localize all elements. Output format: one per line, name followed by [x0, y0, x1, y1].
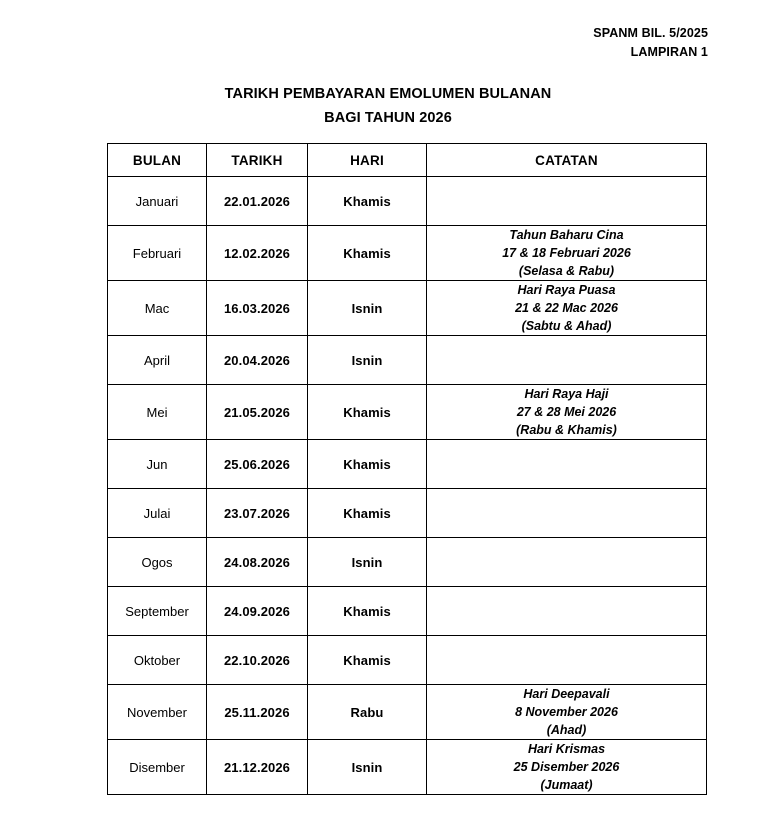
note-line: 17 & 18 Februari 2026: [502, 246, 631, 260]
cell-month: Oktober: [108, 636, 207, 685]
note-line: Hari Raya Puasa: [517, 283, 616, 297]
table-body: [108, 177, 707, 795]
cell-day: Khamis: [308, 226, 427, 281]
cell-note: [427, 587, 707, 636]
cell-note: [427, 281, 707, 336]
cell-month: Mei: [108, 385, 207, 440]
note-line: Hari Krismas: [527, 742, 606, 756]
cell-day: Khamis: [308, 440, 427, 489]
cell-date: 23.07.2026: [207, 489, 308, 538]
page-title: [0, 82, 776, 130]
cell-note: [427, 385, 707, 440]
table-row: [108, 538, 707, 587]
cell-month: Januari: [108, 177, 207, 226]
cell-note: [427, 336, 707, 385]
note-line: 27 & 28 Mei 2026: [516, 405, 617, 419]
page-title-line-2: BAGI TAHUN 2026: [324, 110, 452, 126]
cell-month: April: [108, 336, 207, 385]
column-header-month: BULAN: [108, 144, 207, 177]
column-header-date: TARIKH: [207, 144, 308, 177]
table-row: [108, 336, 707, 385]
cell-month: Julai: [108, 489, 207, 538]
cell-note: [427, 177, 707, 226]
note-line: (Sabtu & Ahad): [521, 319, 612, 333]
cell-date: 24.09.2026: [207, 587, 308, 636]
cell-day: Isnin: [308, 538, 427, 587]
note-line: 21 & 22 Mac 2026: [515, 301, 618, 315]
cell-day: Isnin: [308, 281, 427, 336]
table-row: [108, 281, 707, 336]
table-row: [108, 226, 707, 281]
cell-month: Jun: [108, 440, 207, 489]
document-reference-line-1: SPANM BIL. 5/2025: [593, 26, 708, 40]
cell-day: Rabu: [308, 685, 427, 740]
table-header-row: [108, 144, 707, 177]
note-line: 25 Disember 2026: [513, 760, 620, 774]
column-header-note: CATATAN: [427, 144, 707, 177]
cell-note: [427, 685, 707, 740]
payment-schedule-table: [107, 143, 707, 795]
cell-note: [427, 636, 707, 685]
cell-day: Isnin: [308, 336, 427, 385]
note-line: (Selasa & Rabu): [518, 264, 615, 278]
cell-month: Ogos: [108, 538, 207, 587]
cell-note: [427, 538, 707, 587]
note-line: (Jumaat): [540, 778, 593, 792]
note-line: Hari Deepavali: [523, 687, 610, 701]
cell-date: 21.12.2026: [207, 740, 308, 795]
cell-date: 25.06.2026: [207, 440, 308, 489]
cell-day: Khamis: [308, 385, 427, 440]
document-reference-line-2: LAMPIRAN 1: [630, 45, 708, 59]
cell-month: September: [108, 587, 207, 636]
cell-date: 20.04.2026: [207, 336, 308, 385]
cell-month: Februari: [108, 226, 207, 281]
table-row: [108, 440, 707, 489]
cell-note: [427, 489, 707, 538]
cell-date: 22.10.2026: [207, 636, 308, 685]
table-row: [108, 636, 707, 685]
table-row: [108, 385, 707, 440]
cell-date: 22.01.2026: [207, 177, 308, 226]
note-line: (Rabu & Khamis): [516, 423, 617, 437]
note-line: Hari Raya Haji: [524, 387, 609, 401]
table-row: [108, 489, 707, 538]
cell-month: Disember: [108, 740, 207, 795]
cell-day: Khamis: [308, 636, 427, 685]
page-title-line-1: TARIKH PEMBAYARAN EMOLUMEN BULANAN: [224, 86, 552, 102]
cell-day: Khamis: [308, 177, 427, 226]
cell-note: [427, 440, 707, 489]
cell-date: 21.05.2026: [207, 385, 308, 440]
note-line: Tahun Baharu Cina: [509, 228, 624, 242]
document-reference-block: [593, 24, 708, 62]
table-row: [108, 177, 707, 226]
cell-day: Khamis: [308, 587, 427, 636]
note-line: (Ahad): [546, 723, 587, 737]
cell-date: 24.08.2026: [207, 538, 308, 587]
table-row: [108, 587, 707, 636]
column-header-day: HARI: [308, 144, 427, 177]
cell-date: 16.03.2026: [207, 281, 308, 336]
cell-note: [427, 226, 707, 281]
table-header: [108, 144, 707, 177]
cell-date: 25.11.2026: [207, 685, 308, 740]
table-row: [108, 685, 707, 740]
cell-note: [427, 740, 707, 795]
table-row: [108, 740, 707, 795]
cell-month: Mac: [108, 281, 207, 336]
cell-month: November: [108, 685, 207, 740]
cell-day: Khamis: [308, 489, 427, 538]
cell-date: 12.02.2026: [207, 226, 308, 281]
cell-day: Isnin: [308, 740, 427, 795]
note-line: 8 November 2026: [515, 705, 618, 719]
payment-schedule-table-wrapper: [107, 143, 706, 795]
